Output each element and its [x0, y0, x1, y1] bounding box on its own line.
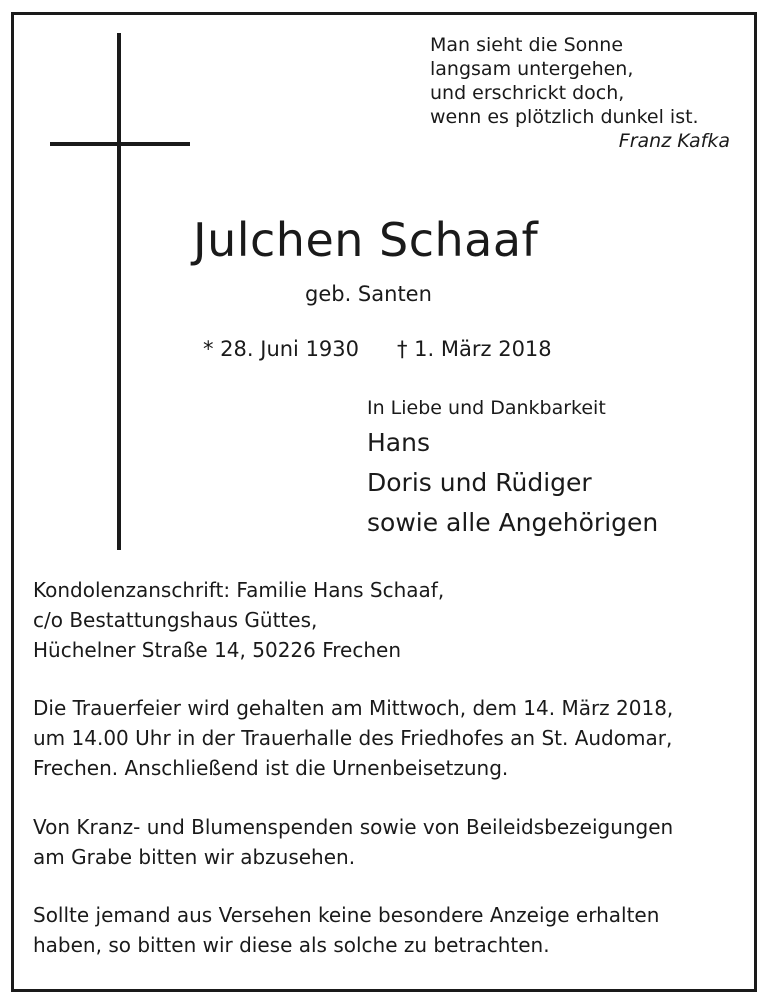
- maiden-name: geb. Santen: [305, 282, 432, 306]
- quote-line: und erschrickt doch,: [430, 82, 625, 104]
- address-line: Hüchelner Straße 14, 50226 Frechen: [33, 638, 402, 662]
- quote-line: langsam untergehen,: [430, 58, 634, 80]
- mourner-name: Hans: [367, 428, 430, 457]
- cross-icon-beam: [50, 142, 190, 146]
- cross-icon: [117, 33, 121, 550]
- quote-line: Man sieht die Sonne: [430, 34, 624, 56]
- flowers-line: Von Kranz- und Blumenspenden sowie von Beileidsbezeigungen: [33, 815, 674, 839]
- deceased-name: Julchen Schaaf: [193, 213, 539, 267]
- address-line: Kondolenzanschrift: Familie Hans Schaaf,: [33, 578, 445, 602]
- mourners-intro: In Liebe und Dankbarkeit: [367, 397, 606, 419]
- closing-notice: [33, 900, 743, 960]
- mourner-name: Doris und Rüdiger: [367, 468, 592, 497]
- quote-line: wenn es plötzlich dunkel ist.: [430, 106, 699, 128]
- condolence-address: [33, 575, 743, 665]
- mourner-name: sowie alle Angehörigen: [367, 508, 659, 537]
- closing-line: Sollte jemand aus Versehen keine besondere Anzeige erhalten: [33, 903, 660, 927]
- service-notice: [33, 693, 743, 783]
- closing-line: haben, so bitten wir diese als solche zu betrachten.: [33, 933, 550, 957]
- service-line: um 14.00 Uhr in der Trauerhalle des Friedhofes an St. Audomar,: [33, 726, 673, 750]
- mourners-block: [367, 393, 747, 543]
- address-line: c/o Bestattungshaus Güttes,: [33, 608, 318, 632]
- birth-date: * 28. Juni 1930: [203, 337, 360, 361]
- quote-block: [430, 33, 730, 153]
- flowers-notice: [33, 812, 743, 872]
- flowers-line: am Grabe bitten wir abzusehen.: [33, 845, 356, 869]
- death-date: † 1. März 2018: [397, 337, 552, 361]
- quote-author: Franz Kafka: [618, 130, 730, 152]
- service-line: Die Trauerfeier wird gehalten am Mittwoch, dem 14. März 2018,: [33, 696, 674, 720]
- service-line: Frechen. Anschließend ist die Urnenbeisetzung.: [33, 756, 509, 780]
